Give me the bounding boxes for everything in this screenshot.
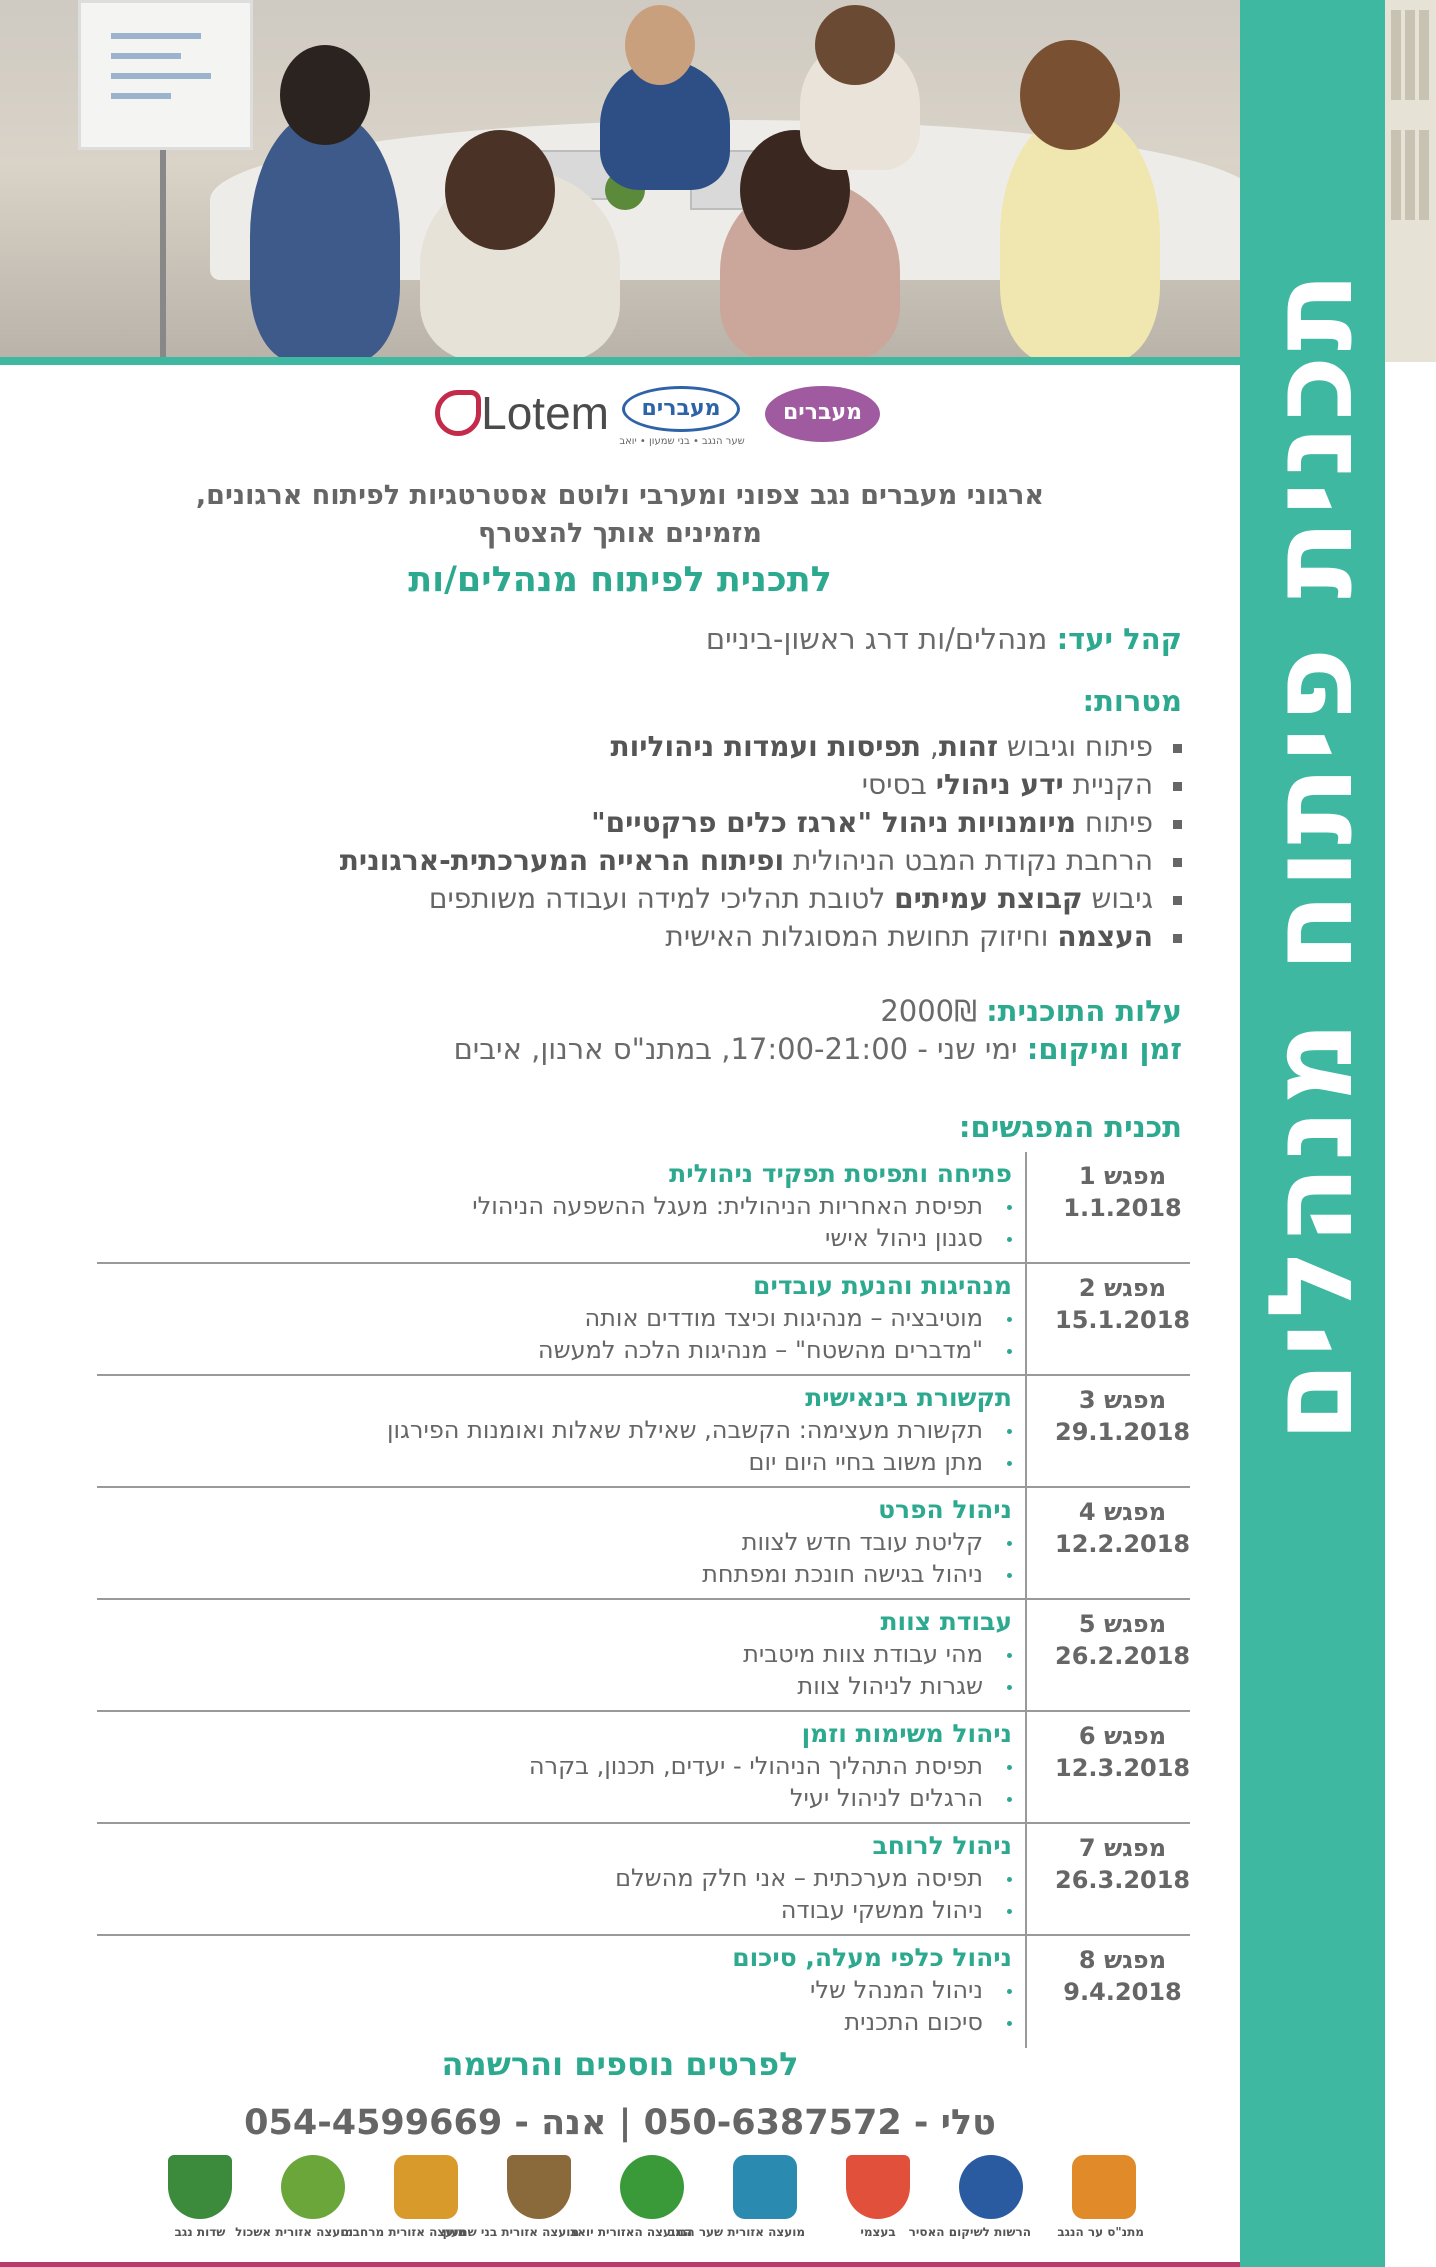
session-item-text: ניהול המנהל שלי: [809, 1976, 983, 2004]
goal-text-bold: מיומנויות ניהול "ארגז כלים פרקטיים": [591, 806, 1077, 839]
session-date: 29.1.2018: [1055, 1418, 1191, 1446]
logo-caption: מועצה אזורית בני שמעון: [442, 2225, 579, 2239]
bullet-icon: [1007, 1429, 1012, 1434]
bullet-icon: [1007, 1685, 1012, 1690]
session-topic: מנהיגות והנעת עובדים: [753, 1271, 1012, 1300]
session-label: מפגש 8: [1078, 1946, 1167, 1974]
session-number: [1055, 1496, 1190, 1560]
session-label: מפגש 2: [1078, 1274, 1167, 1302]
session-item: [387, 1414, 1012, 1446]
logo-shaar-hanegev: [668, 2155, 805, 2255]
bullet-icon: [1007, 1877, 1012, 1882]
logo-merhavim: [340, 2155, 466, 2255]
lotem-logo-text: Lotem: [481, 387, 609, 439]
logo-sderot-negev: [160, 2155, 240, 2255]
sderot-negev-emblem-icon: [168, 2155, 232, 2219]
logo-caption: הרשות לשיקום האסיר: [908, 2225, 1031, 2239]
session-item: [732, 2006, 1012, 2038]
goal-text-bold: העצמה: [1057, 920, 1153, 953]
time-label: זמן ומיקום:: [1026, 1032, 1182, 1066]
session-divider: [1025, 1264, 1027, 1376]
matnas-shaar-hanegev-emblem-icon: [1072, 2155, 1136, 2219]
session-content: [529, 1718, 1012, 1814]
audience-label: קהל יעד:: [1056, 622, 1182, 656]
bullet-icon: [1007, 1989, 1012, 1994]
audience-value: מנהלים/ות דרג ראשון-ביניים: [705, 622, 1057, 656]
session-row: [97, 1488, 1190, 1600]
goal-text-bold: קבוצת עמיתים: [894, 882, 1083, 915]
bullet-icon: [1007, 1909, 1012, 1914]
cost-value: 2000₪: [880, 994, 987, 1028]
session-item: [529, 1750, 1012, 1782]
maavarim-blue-logo: [617, 378, 747, 448]
goal-text-bold: זהות: [938, 730, 999, 763]
goal-text-mid: לטובת תהליכי למידה ועבודה משותפים: [428, 882, 895, 915]
session-item: [472, 1190, 1012, 1222]
session-item: [529, 1782, 1012, 1814]
session-row: [97, 1264, 1190, 1376]
bullet-icon: [1007, 1765, 1012, 1770]
session-date: 9.4.2018: [1063, 1978, 1182, 2006]
more-info-heading: לפרטים נוספים והרשמה: [441, 2045, 799, 2083]
session-divider: [1025, 1376, 1027, 1488]
logo-beatzmi: [838, 2155, 918, 2255]
session-items: [472, 1190, 1012, 1254]
session-item-text: ניהול בגישה חונכת ומפתחת: [702, 1560, 983, 1588]
bnei-shimon-emblem-icon: [507, 2155, 571, 2219]
session-date: 12.3.2018: [1055, 1754, 1191, 1782]
session-item-text: מתן משוב בחיי היום יום: [748, 1448, 983, 1476]
intro-line-2: מזמינים אותך להצטרף: [478, 518, 762, 549]
bullet-icon: [1007, 1349, 1012, 1354]
goal-item: [340, 880, 1182, 918]
session-number: [1055, 1272, 1190, 1336]
session-date: 26.3.2018: [1055, 1866, 1191, 1894]
maavarim-purple-logo: [765, 378, 880, 448]
session-row: [97, 1152, 1190, 1264]
logo-caption: מתנ"ס ער הנגב: [1057, 2225, 1144, 2239]
bullet-icon: [1007, 2021, 1012, 2026]
session-item: [387, 1446, 1012, 1478]
maavarim-purple-text: מעברים: [765, 386, 880, 442]
logo-caption: המועצה האזורית יואב: [569, 2225, 692, 2239]
session-label: מפגש 7: [1078, 1834, 1167, 1862]
session-topic: עבודת צוות: [880, 1607, 1012, 1636]
session-content: [615, 1830, 1012, 1926]
goal-text-pre: הרחבת נקודת המבט הניהולית: [784, 844, 1153, 877]
session-items: [387, 1414, 1012, 1478]
session-row: [97, 1824, 1190, 1936]
session-item-text: סיכום התכנית: [844, 2008, 983, 2036]
merhavim-emblem-icon: [394, 2155, 458, 2219]
session-row: [97, 1376, 1190, 1488]
logo-eshkol: [235, 2155, 353, 2255]
session-date: 15.1.2018: [1055, 1306, 1191, 1334]
session-date: 1.1.2018: [1063, 1194, 1182, 1222]
bullet-icon: [1173, 896, 1182, 905]
session-item: [743, 1638, 1012, 1670]
session-label: מפגש 5: [1078, 1610, 1167, 1638]
session-item: [732, 1974, 1012, 2006]
session-item-text: תקשורת מעצימה: הקשבה, שאילת שאלות ואומנות הפירגון: [386, 1416, 983, 1444]
session-item: [615, 1862, 1012, 1894]
cost-row: [880, 994, 1182, 1028]
logo-star-org: [908, 2155, 1031, 2255]
goal-item: [340, 728, 1182, 766]
session-content: [538, 1270, 1012, 1366]
session-item: [538, 1302, 1012, 1334]
logo-caption: בעצמי: [860, 2225, 896, 2239]
session-number: [1055, 1944, 1190, 2008]
session-item: [472, 1222, 1012, 1254]
session-date: 12.2.2018: [1055, 1530, 1191, 1558]
session-divider: [1025, 1824, 1027, 1936]
logo-caption: מועצה אזורית שער הנגב: [668, 2225, 805, 2239]
session-topic: פתיחה ותפיסת תפקיד ניהולית: [669, 1159, 1012, 1188]
session-topic: ניהול לרוחב: [872, 1831, 1012, 1860]
session-number: [1055, 1832, 1190, 1896]
bullet-icon: [1173, 934, 1182, 943]
logo-matnas-shaar-hanegev: [1057, 2155, 1144, 2255]
session-item-text: תפיסה מערכתית – אני חלק מהשלם: [615, 1864, 983, 1892]
logo-yoav: [569, 2155, 692, 2255]
session-items: [538, 1302, 1012, 1366]
session-item-text: קליטת עובד חדש לצוות: [741, 1528, 983, 1556]
shaar-hanegev-emblem-icon: [733, 2155, 797, 2219]
session-label: מפגש 3: [1078, 1386, 1167, 1414]
star-org-emblem-icon: [959, 2155, 1023, 2219]
session-divider: [1025, 1152, 1027, 1264]
goals-title: מטרות:: [1082, 684, 1182, 718]
audience-row: [706, 622, 1182, 656]
logo-caption: שדות נגב: [174, 2225, 226, 2239]
session-item: [538, 1334, 1012, 1366]
goal-item: [340, 842, 1182, 880]
bullet-icon: [1007, 1653, 1012, 1658]
eshkol-emblem-icon: [281, 2155, 345, 2219]
session-item-text: תפיסת האחריות הניהולית: מעגל ההשפעה הניהולי: [472, 1192, 983, 1220]
bullet-icon: [1007, 1237, 1012, 1242]
goal-text-bold: ידע ניהולי: [935, 768, 1064, 801]
goal-text-pre: פיתוח: [1076, 806, 1153, 839]
goals-list: [340, 728, 1182, 956]
bullet-icon: [1173, 858, 1182, 867]
session-content: [387, 1382, 1012, 1478]
goal-text-pre: פיתוח וגיבוש: [998, 730, 1153, 763]
session-divider: [1025, 1600, 1027, 1712]
session-items: [702, 1526, 1012, 1590]
session-item-text: "מדברים מהשטח" – מנהיגות הלכה למעשה: [537, 1336, 983, 1364]
session-label: מפגש 6: [1078, 1722, 1167, 1750]
session-topic: תקשורת בינאישית: [805, 1383, 1012, 1412]
session-items: [615, 1862, 1012, 1926]
session-item-text: הרגלים לניהול יעיל: [789, 1784, 983, 1812]
side-strip: [1385, 362, 1436, 2267]
bullet-icon: [1007, 1205, 1012, 1210]
contact-phones: טלי - 050-6387572 | אנה - 054-4599669: [244, 2103, 996, 2143]
goal-text-bold: ופיתוח הראייה המערכתית-ארגונית: [339, 844, 785, 877]
session-divider: [1025, 1936, 1027, 2048]
session-item-text: שגרות לניהול צוות: [797, 1672, 983, 1700]
lotem-heart-icon: [435, 390, 481, 436]
goal-text-pre: הקניית: [1063, 768, 1153, 801]
session-topic: ניהול הפרט: [878, 1495, 1012, 1524]
session-item-text: ניהול ממשקי עבודה: [780, 1896, 983, 1924]
program-title: לתכנית לפיתוח מנהלים/ות: [408, 560, 832, 600]
session-item-text: תפיסת התהליך הניהולי - יעדים, תכנון, בקרה: [528, 1752, 983, 1780]
beatzmi-emblem-icon: [846, 2155, 910, 2219]
session-topic: ניהול משימות וזמן: [801, 1719, 1012, 1748]
goal-text-mid: וחיזוק תחושת המסוגלות האישית: [665, 920, 1058, 953]
session-divider: [1025, 1712, 1027, 1824]
session-items: [732, 1974, 1012, 2038]
time-value: ימי שני - 17:00-21:00, במתנ"ס ארנון, איבים: [453, 1032, 1027, 1066]
session-item: [702, 1526, 1012, 1558]
logo-bnei-shimon: [442, 2155, 579, 2255]
session-row: [97, 1600, 1190, 1712]
bullet-icon: [1007, 1317, 1012, 1322]
bottom-accent-line: [0, 2262, 1240, 2267]
session-number: [1055, 1608, 1190, 1672]
session-number: [1055, 1160, 1190, 1224]
session-item: [615, 1894, 1012, 1926]
session-number: [1055, 1720, 1190, 1784]
goal-text-mid: ,: [921, 730, 939, 763]
session-label: מפגש 1: [1078, 1162, 1167, 1190]
session-row: [97, 1936, 1190, 2048]
bullet-icon: [1007, 1541, 1012, 1546]
session-divider: [1025, 1488, 1027, 1600]
session-topic: ניהול כלפי מעלה, סיכום: [732, 1943, 1012, 1972]
whiteboard: [78, 0, 253, 150]
hero-photo: [0, 0, 1436, 362]
session-row: [97, 1712, 1190, 1824]
yoav-emblem-icon: [620, 2155, 684, 2219]
sessions-title: תכנית המפגשים:: [958, 1110, 1182, 1144]
session-label: מפגש 4: [1078, 1498, 1167, 1526]
bullet-icon: [1007, 1573, 1012, 1578]
session-item-text: סגנון ניהול אישי: [824, 1224, 983, 1252]
time-row: [454, 1032, 1182, 1066]
partner-logos: [160, 2155, 1144, 2255]
intro-line-1: ארגוני מעברים נגב צפוני ומערבי ולוטם אסטרטגיות לפיתוח ארגונים,: [195, 480, 1045, 511]
cost-label: עלות התוכנית:: [986, 994, 1182, 1028]
hero-accent-bar: [0, 357, 1240, 365]
goal-item: [340, 766, 1182, 804]
maavarim-blue-sub: שער הנגב • בני שמעון • יואב: [619, 436, 745, 447]
session-content: [743, 1606, 1012, 1702]
session-content: [472, 1158, 1012, 1254]
logo-caption: מועצה אזורית מרחבים: [340, 2225, 466, 2239]
bullet-icon: [1173, 820, 1182, 829]
goal-text-mid: בסיסי: [861, 768, 936, 801]
sessions-table: [97, 1152, 1190, 2048]
goal-item: [340, 918, 1182, 956]
goal-text-bold2: תפיסות ועמדות ניהוליות: [610, 730, 922, 763]
goal-text-pre: גיבוש: [1082, 882, 1153, 915]
bullet-icon: [1007, 1797, 1012, 1802]
side-title: תכנית פיתוח מנהלים: [1244, 267, 1379, 1443]
bullet-icon: [1007, 1461, 1012, 1466]
session-date: 26.2.2018: [1055, 1642, 1191, 1670]
session-content: [702, 1494, 1012, 1590]
session-items: [743, 1638, 1012, 1702]
session-item: [702, 1558, 1012, 1590]
session-item-text: מהי עבודת צוות מיטבית: [743, 1640, 983, 1668]
lotem-logo: [404, 378, 609, 448]
session-item-text: מוטיבציה – מנהיגות וכיצד מודדים אותה: [584, 1304, 983, 1332]
bullet-icon: [1173, 782, 1182, 791]
session-number: [1055, 1384, 1190, 1448]
maavarim-blue-text: מעברים: [622, 386, 740, 432]
logo-caption: מועצה אזורית אשכול: [235, 2225, 353, 2239]
goal-item: [340, 804, 1182, 842]
bullet-icon: [1173, 744, 1182, 753]
session-items: [529, 1750, 1012, 1814]
session-content: [732, 1942, 1012, 2038]
session-item: [743, 1670, 1012, 1702]
